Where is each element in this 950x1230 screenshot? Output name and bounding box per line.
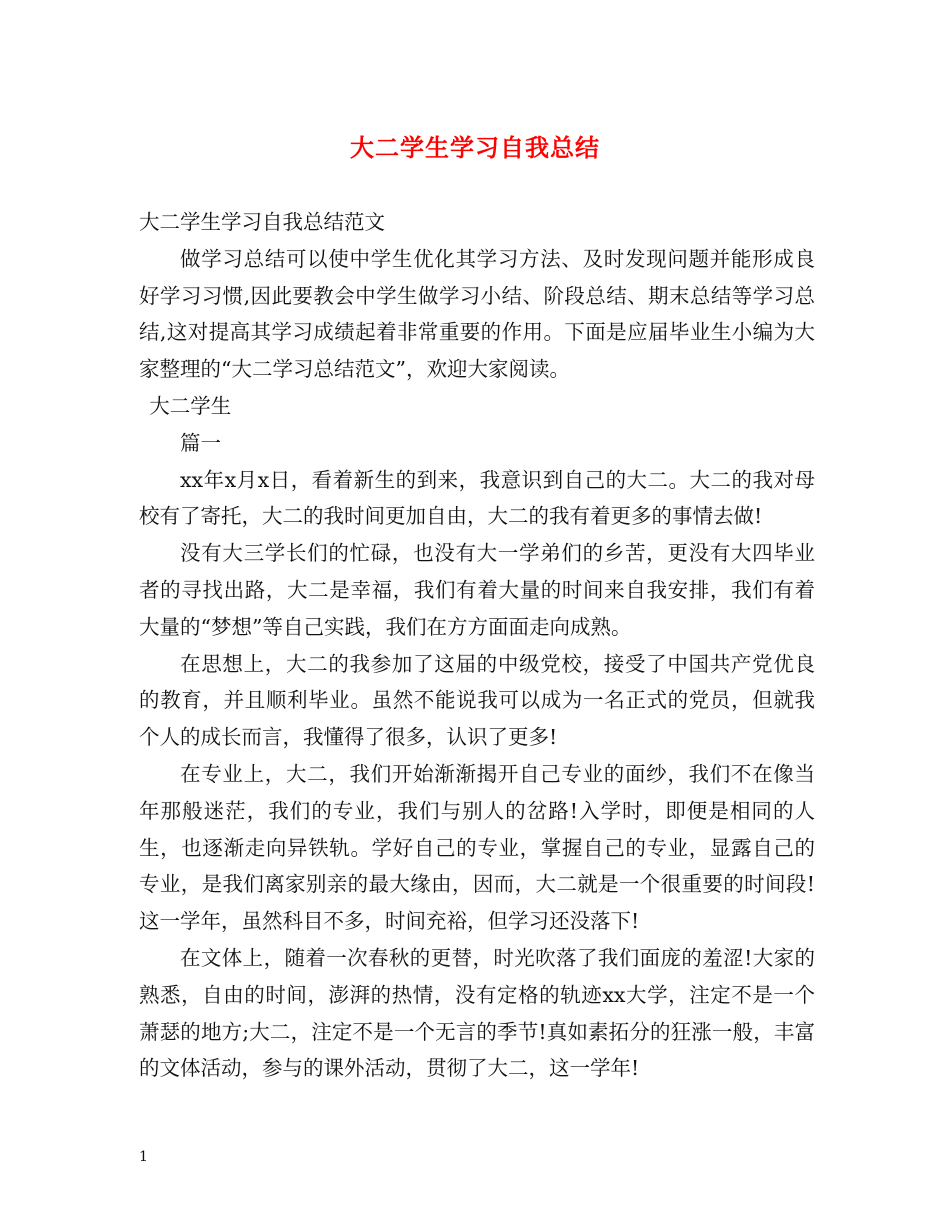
document-title: 大二学生学习自我总结 xyxy=(350,133,600,162)
section-heading: 大二学生 xyxy=(149,393,232,418)
part-label: 篇一 xyxy=(180,430,221,455)
document-body xyxy=(139,204,815,1087)
page-number: 1 xyxy=(139,1149,148,1165)
paragraph-intro: 做学习总结可以使中学生优化其学习方法、及时发现问题并能形成良好学习习惯,因此要教会中学生做学习小结、阶段总结、期末总结等学习总结,这对提高其学习成绩起着非常重要的作用。下面是应届毕业生小编为大家整理的“大二学习总结范文”，欢迎大家阅读。 xyxy=(139,246,815,382)
paragraph: 在专业上，大二，我们开始渐渐揭开自己专业的面纱，我们不在像当年那般迷茫，我们的专业，我们与别人的岔路!入学时，即便是相同的人生，也逐渐走向异铁轨。学好自己的专业，掌握自己的专业，显露自己的专业，是我们离家别亲的最大缘由，因而，大二就是一个很重要的时间段!这一学年，虽然科目不多，时间充裕，但学习还没落下! xyxy=(139,761,815,934)
paragraph: 在文体上，随着一次春秋的更替，时光吹落了我们面庞的羞涩!大家的熟悉，自由的时间，澎湃的热情，没有定格的轨迹xx大学，注定不是一个萧瑟的地方;大二，注定不是一个无言的季节!真如素拓分的狂涨一般，丰富的文体活动，参与的课外活动，贯彻了大二，这一学年! xyxy=(139,945,815,1081)
paragraph: 在思想上，大二的我参加了这届的中级党校，接受了中国共产党优良的教育，并且顺利毕业。虽然不能说我可以成为一名正式的党员，但就我个人的成长而言，我懂得了很多，认识了更多! xyxy=(139,651,815,750)
paragraph: xx年x月x日，看着新生的到来，我意识到自己的大二。大二的我对母校有了寄托，大二的我时间更加自由，大二的我有着更多的事情去做! xyxy=(139,467,815,529)
paragraph: 没有大三学长们的忙碌，也没有大一学弟们的乡苦，更没有大四毕业者的寻找出路，大二是幸福，我们有着大量的时间来自我安排，我们有着大量的“梦想”等自己实践，我们在方方面面走向成熟。 xyxy=(139,541,815,639)
paragraph-subtitle: 大二学生学习自我总结范文 xyxy=(139,210,385,234)
